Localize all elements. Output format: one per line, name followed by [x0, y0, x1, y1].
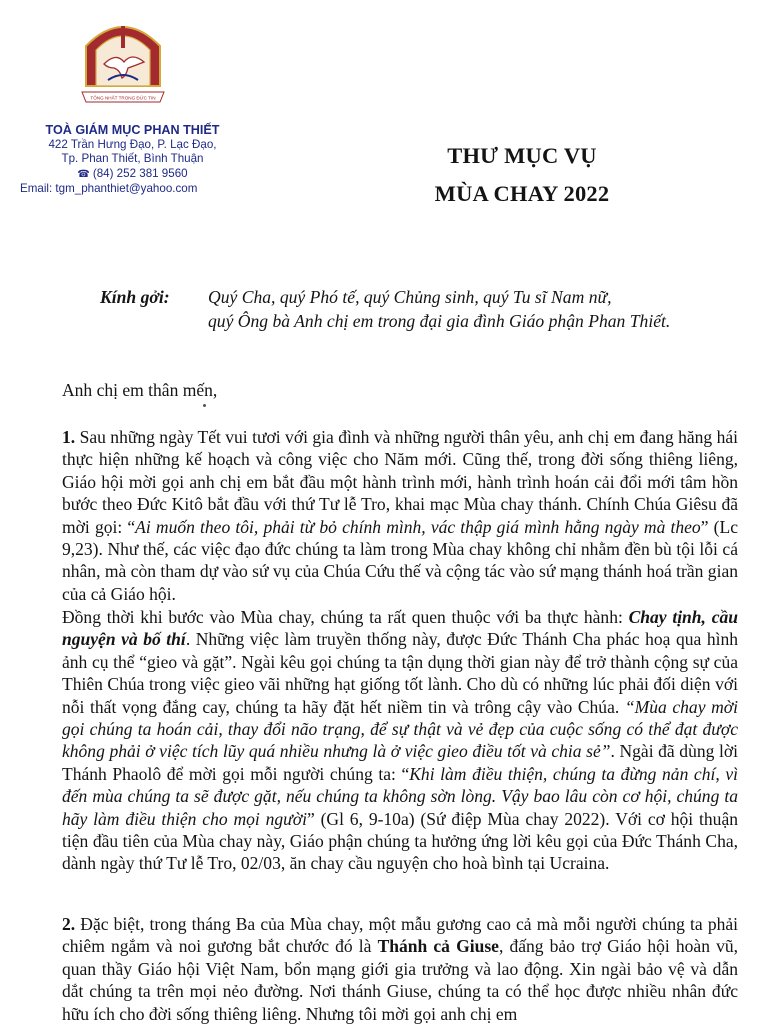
recipients-line-1: Quý Cha, quý Phó tế, quý Chủng sinh, quý Tu sĩ Nam nữ, [208, 287, 612, 307]
text-run: Sau những ngày Tết vui tươi với gia đình và những người thân yêu, anh chị em đang hăng hái thực hiện những kế hoạch và công việc cho Năm mới. Cũng thế, trong đời sống thiêng liêng, Giáo hội mời gọi anh chị em bắt đầu một hành trình mới, hành trình hoán cải đổi mới tâm hồn bước theo Đức Kitô bắt đầu với thứ Tư lễ Tro, khai mạc Mùa chay thánh. Chính Chúa Giêsu đã mời gọi: “ [62, 427, 738, 537]
address-line-2: Tp. Phan Thiết, Bình Thuận [61, 152, 204, 166]
title-line-2: MÙA CHAY 2022 [434, 181, 610, 206]
logo-caption: TÔNG NHẤT TRONG ĐỨC TIN [90, 95, 156, 101]
quote: Ai muốn theo tôi, phải từ bỏ chính mình, vác thập giá mình hằng ngày mà theo [135, 516, 701, 537]
paragraph-2 [62, 606, 738, 875]
paragraph-3 [62, 913, 738, 1025]
quote: Khi làm điều thiện, chúng ta đừng nản chí, vì đến mùa chúng ta sẽ được gặt, nếu chúng ta không sờn lòng. Vậy bao lâu còn cơ hội, chúng ta hãy làm điều thiện cho mọi người [62, 763, 738, 829]
quote: “Mùa chay mời gọi chúng ta hoán cải, thay đổi não trạng, để sự thật và vẻ đẹp của cuộc sống có thể đạt được không phải ở việc tích lũy quá nhiều nhưng là ở việc gieo điều tốt và chia sẻ” [62, 696, 738, 762]
text-run: ” (Gl 6, 9-10a) (Sứ điệp Mùa chay 2022). Với cơ hội thuận tiện đầu tiên của Mùa chay này, Giáo phận chúng ta hưởng ứng lời kêu gọi của Đức Thánh Cha, dành ngày thứ Tư lễ Tro, 02/03, ăn chay cầu nguyện cho hoà bình tại Ucraina. [62, 808, 738, 874]
title-line-1: THƯ MỤC VỤ [447, 143, 597, 168]
greeting: Anh chị em thân mến, [62, 380, 218, 400]
paragraph-number: 2. [62, 914, 76, 934]
text-run: . Ngài đã dùng lời Thánh Phaolô để mời gọi mỗi người chúng ta: “ [62, 741, 738, 784]
emphasis: Thánh cả Giuse [377, 936, 499, 957]
phone-line [20, 167, 245, 183]
recipients-line-2: quý Ông bà Anh chị em trong đại gia đình Giáo phận Phan Thiết. [208, 311, 671, 331]
text-run: ” (Lc 9,23). Như thế, các việc đạo đức chúng ta làm trong Mùa chay không chỉ nhằm đền bù tội lỗi cá nhân, mà còn tham dự vào sứ vụ của Chúa Cứu thế và cộng tác vào sứ mạng thánh hoá trần gian của cả Giáo hội. [62, 516, 738, 604]
paragraph-number: 1. [62, 427, 76, 447]
recipients [100, 285, 740, 333]
recipients-label: Kính gởi: [100, 287, 170, 307]
address-line-1: 422 Trần Hưng Đạo, P. Lạc Đạo, [48, 137, 217, 151]
organization-name: TOÀ GIÁM MỤC PHAN THIẾT [45, 123, 220, 137]
emphasis: Chay tịnh, cầu nguyện và bố thí [62, 607, 738, 650]
diocese-logo [78, 12, 168, 112]
text-run: Đồng thời khi bước vào Mùa chay, chúng ta rất quen thuộc với ba thực hành: [62, 607, 629, 627]
text-run: . Những việc làm truyền thống này, được Đức Thánh Cha phác hoạ qua hình ảnh cụ thể “gieo và gặt”. Ngài kêu gọi chúng ta tận dụng thời gian này để trở thành cộng sự của Thiên Chúa trong việc gieo vãi những hạt giống tốt lành. Cho dù có những lúc phải đối diện với nỗi thất vọng đắng cay, chúng ta hãy đặt hết niềm tin và trông cậy vào Chúa. [62, 629, 739, 717]
email-line[interactable]: Email: tgm_phanthiet@yahoo.com [20, 182, 198, 196]
sender-block [20, 123, 245, 197]
text-run: Đặc biệt, trong tháng Ba của Mùa chay, một mẫu gương cao cả mà mỗi người chúng ta phải chiêm ngắm và noi gương bắt chước đó là [62, 914, 738, 957]
phone-icon: ☎ [77, 168, 90, 180]
text-run: , đấng bảo trợ Giáo hội hoàn vũ, quan thầy Giáo hội Việt Nam, bổn mạng giới gia trưởng và lao động. Xin ngài bảo vệ và dẫn dắt chúng ta trên mọi nẻo đường. Nơi thánh Giuse, chúng ta có thể học được nhiều nhân đức hữu ích cho đời sống thiêng liêng. Nhưng tôi mời gọi anh chị em [62, 936, 738, 1024]
phone-number: (84) 252 381 9560 [92, 166, 188, 180]
paragraph-1 [62, 426, 738, 605]
scan-speck [203, 404, 206, 407]
document-title [387, 137, 657, 213]
